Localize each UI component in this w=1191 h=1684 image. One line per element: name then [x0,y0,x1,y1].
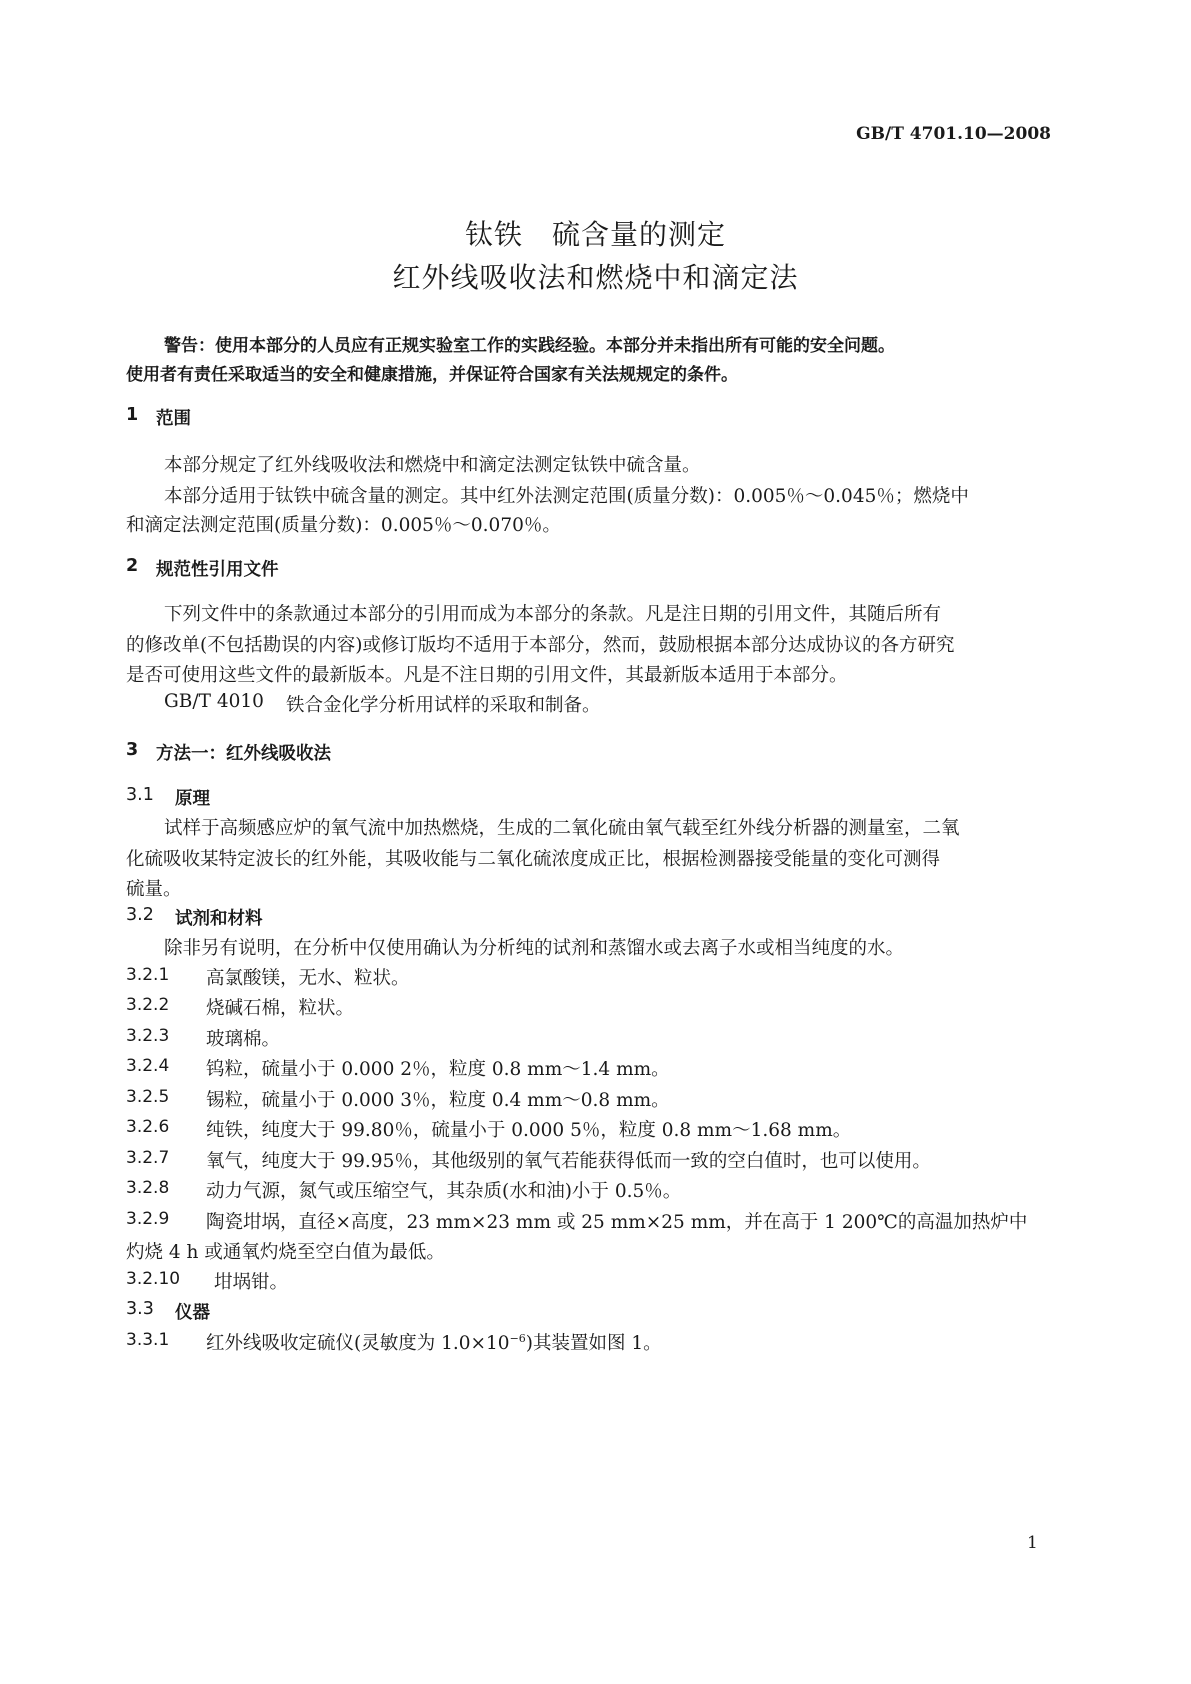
item-number: 3.2.9 [126,1209,170,1229]
reference-title: 铁合金化学分析用试样的采取和制备。 [286,695,601,716]
section-3-1-number: 3.1 [126,785,154,805]
item-number: 3.3.1 [126,1330,170,1350]
section-3-3-number: 3.3 [126,1299,154,1319]
item-text: 高氯酸镁，无水、粒状。 [206,968,410,989]
section-3-2-title: 试剂和材料 [175,909,263,929]
section-2-paragraph-line3: 是否可使用这些文件的最新版本。凡是不注日期的引用文件，其最新版本适用于本部分。 [126,665,848,686]
section-3-title: 方法一：红外线吸收法 [156,744,331,764]
section-2-title: 规范性引用文件 [156,560,279,580]
item-text: 动力气源，氮气或压缩空气，其杂质(水和油)小于 0.5％。 [206,1181,682,1202]
page-number: 1 [1027,1533,1038,1553]
section-1-number: 1 [126,405,139,425]
item-number: 3.2.4 [126,1056,170,1076]
item-text: 陶瓷坩埚，直径×高度，23 mm×23 mm 或 25 mm×25 mm，并在高于 1 200℃的高温加热炉中 [206,1212,1028,1233]
section-2-paragraph-line2: 的修改单(不包括勘误的内容)或修订版均不适用于本部分，然而，鼓励根据本部分达成协议的各方研究 [126,635,955,656]
item-number: 3.2.10 [126,1269,181,1289]
section-3-1-line1: 试样于高频感应炉的氧气流中加热燃烧，生成的二氧化硫由氧气载至红外线分析器的测量室，二氧 [164,818,960,839]
item-number: 3.2.5 [126,1087,170,1107]
item-number: 3.2.8 [126,1178,170,1198]
section-1-paragraph-2-line2: 和滴定法测定范围(质量分数)：0.005％～0.070％。 [126,515,561,536]
item-text: 坩埚钳。 [214,1272,289,1293]
reference-code: GB/T 4010 [164,691,264,712]
item-number: 3.2.2 [126,995,170,1015]
section-1-paragraph-1: 本部分规定了红外线吸收法和燃烧中和滴定法测定钛铁中硫含量。 [164,455,701,476]
section-2-paragraph-line1: 下列文件中的条款通过本部分的引用而成为本部分的条款。凡是注日期的引用文件，其随后所有 [164,604,942,625]
section-3-2-intro: 除非另有说明，在分析中仅使用确认为分析纯的试剂和蒸馏水或去离子水或相当纯度的水。 [164,938,905,959]
section-3-2-number: 3.2 [126,905,154,925]
exponent: −6 [509,1331,526,1345]
item-text-continuation: 灼烧 4 h 或通氧灼烧至空白值为最低。 [126,1242,445,1263]
item-text [206,1329,662,1355]
item-number: 3.2.7 [126,1148,170,1168]
item-text: 烧碱石棉，粒状。 [206,998,355,1019]
section-1-paragraph-2-line1: 本部分适用于钛铁中硫含量的测定。其中红外法测定范围(质量分数)：0.005％～0.045％；燃烧中 [164,486,969,507]
standard-code: GB/T 4701.10—2008 [856,124,1051,144]
item-text-part-b: )其装置如图 1。 [525,1333,662,1354]
section-1-title: 范围 [156,409,191,429]
item-text: 氧气，纯度大于 99.95％，其他级别的氧气若能获得低而一致的空白值时，也可以使用。 [206,1151,931,1172]
warning-line1: 警告：使用本部分的人员应有正规实验室工作的实践经验。本部分并未指出所有可能的安全问题。 [164,336,895,356]
item-number: 3.2.3 [126,1026,170,1046]
section-3-1-line2: 化硫吸收某特定波长的红外能，其吸收能与二氧化硫浓度成正比，根据检测器接受能量的变化可测得 [126,849,941,870]
section-3-number: 3 [126,740,139,760]
item-text-part-a: 红外线吸收定硫仪(灵敏度为 1.0×10 [206,1333,510,1354]
item-text: 纯铁，纯度大于 99.80％，硫量小于 0.000 5％，粒度 0.8 mm～1.68 mm。 [206,1120,852,1141]
item-text: 钨粒，硫量小于 0.000 2％，粒度 0.8 mm～1.4 mm。 [206,1059,670,1080]
warning-line2: 使用者有责任采取适当的安全和健康措施，并保证符合国家有关法规规定的条件。 [126,365,738,385]
document-title-line1: 钛铁 硫含量的测定 [464,218,726,251]
section-3-3-title: 仪器 [175,1303,210,1323]
section-3-1-title: 原理 [175,789,210,809]
item-number: 3.2.6 [126,1117,170,1137]
item-text: 锡粒，硫量小于 0.000 3％，粒度 0.4 mm～0.8 mm。 [206,1090,670,1111]
item-number: 3.2.1 [126,965,170,985]
item-text: 玻璃棉。 [206,1029,281,1050]
section-2-number: 2 [126,556,139,576]
section-3-1-line3: 硫量。 [126,879,182,900]
document-title-line2: 红外线吸收法和燃烧中和滴定法 [392,261,799,294]
